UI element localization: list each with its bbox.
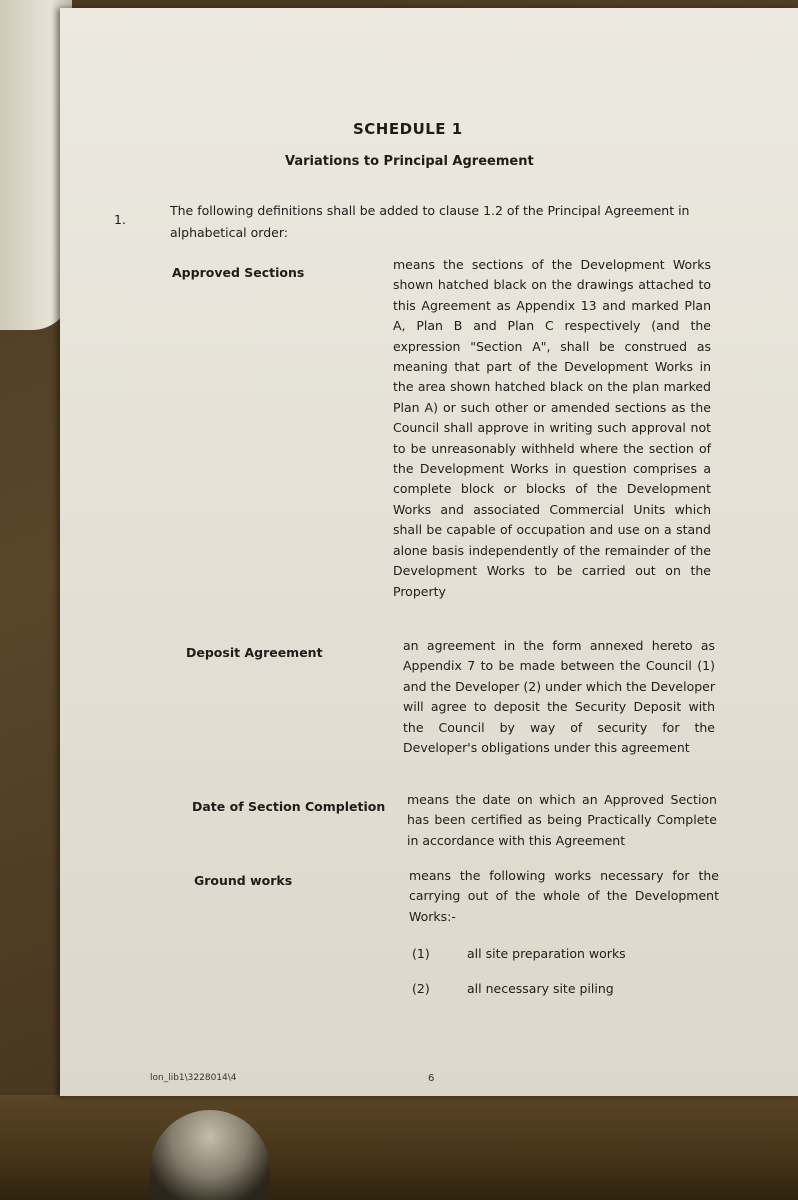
clause-number: 1. xyxy=(114,212,126,227)
footer-reference: lon_lib1\3228014\4 xyxy=(150,1073,237,1083)
list-item xyxy=(412,981,614,996)
definition-text: means the date on which an Approved Section has been certified as being Practically Complete in accordance with this Agreement xyxy=(407,792,717,848)
definition-text: an agreement in the form annexed hereto as Appendix 7 to be made between the Council (1) and the Developer (2) under which the Developer will agree to deposit the Security Deposit with the Council by way of security for the Developer's obligations under this agreement xyxy=(403,638,715,756)
list-item-text: all site preparation works xyxy=(467,946,626,961)
definition-term: Approved Sections xyxy=(172,265,305,280)
schedule-subtitle: Variations to Principal Agreement xyxy=(285,154,534,169)
definition-term: Deposit Agreement xyxy=(186,645,323,660)
definition-term: Date of Section Completion xyxy=(192,799,386,814)
page-number: 6 xyxy=(428,1073,435,1084)
document-page xyxy=(60,8,798,1096)
clause-intro: The following definitions shall be added to clause 1.2 of the Principal Agreement in alphabetical order: xyxy=(170,203,690,240)
list-item-number: (1) xyxy=(412,946,430,961)
list-item-text: all necessary site piling xyxy=(467,981,614,996)
definition-text: means the sections of the Development Works shown hatched black on the drawings attached to this Agreement as Appendix 13 and marked Plan A, Plan B and Plan C respectively (and the expression "Section A", shall be construed as meaning that part of the Development Works in the area shown hatched black on the plan marked Plan A) or such other or amended sections as the Council shall approve in writing such approval not to be unreasonably withheld where the section of the Development Works in question comprises a complete block or blocks of the Development Works and associated Commercial Units which shall be capable of occupation and use on a stand alone basis independently of the remainder of the Development Works to be carried out on the Property xyxy=(393,257,711,599)
desk-surface xyxy=(0,1095,798,1200)
schedule-title: SCHEDULE 1 xyxy=(353,120,463,138)
list-item xyxy=(412,946,626,961)
definition-text: means the following works necessary for the carrying out of the whole of the Development Works:- xyxy=(409,868,719,924)
list-item-number: (2) xyxy=(412,981,430,996)
definition-term: Ground works xyxy=(194,873,293,888)
